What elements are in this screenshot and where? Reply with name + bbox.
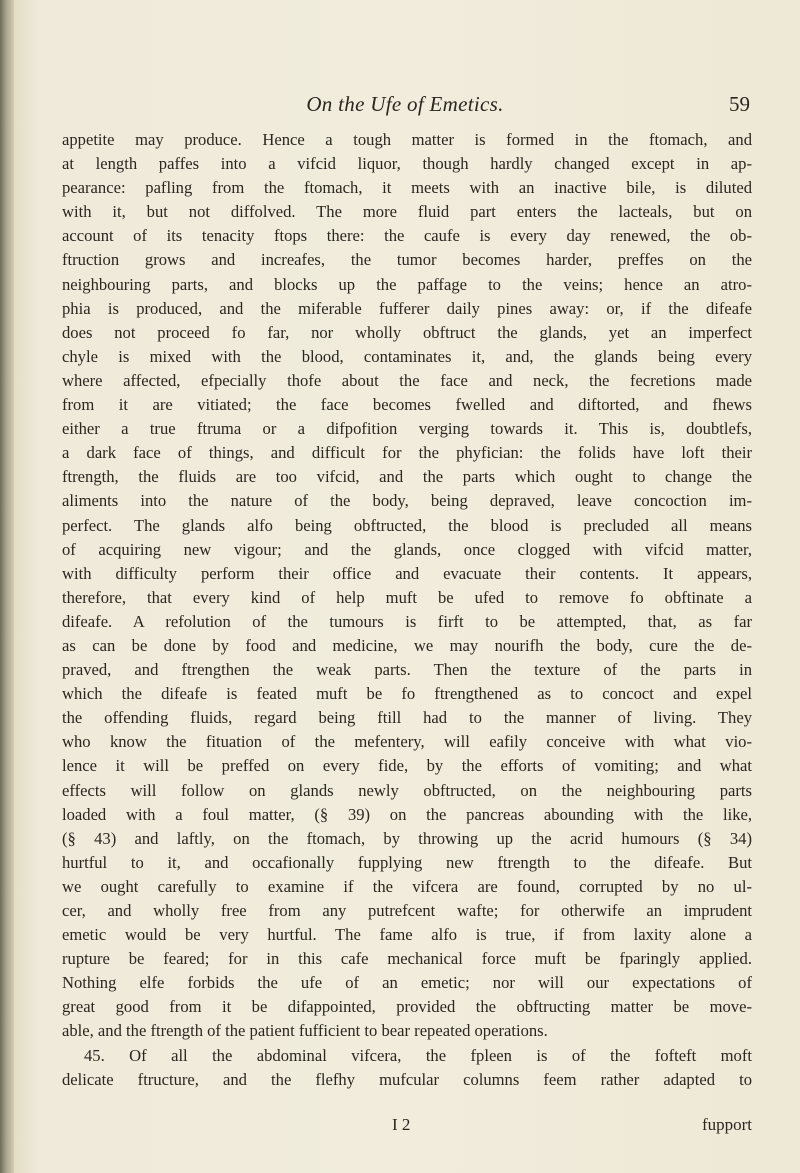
text-line: ftruction grows and increafes, the tumor becomes harder, preffes on the — [62, 250, 752, 270]
catchword: fupport — [701, 1115, 752, 1134]
text-line: praved, and ftrengthen the weak parts. Then the texture of the parts in — [62, 660, 752, 680]
text-line: we ought carefully to examine if the vifcera are found, corrupted by no ul- — [62, 876, 752, 896]
text-line: lence it will be preffed on every fide, by the efforts of vomiting; and what — [62, 756, 752, 776]
page-number: 59 — [729, 92, 750, 116]
text-line: able, and the ftrength of the patient fufficient to bear repeated operations. — [62, 1021, 548, 1041]
text-line: of acquiring new vigour; and the glands, once clogged with vifcid matter, — [62, 539, 752, 559]
text-line: appetite may produce. Hence a tough matter is formed in the ftomach, and — [62, 130, 752, 149]
text-line: hurtful to it, and occafionally fupplying new ftrength to the difeafe. But — [62, 852, 752, 872]
text-line: therefore, that every kind of help muft be ufed to remove fo obftinate a — [62, 587, 752, 607]
text-line: with it, but not diffolved. The more fluid part enters the lacteals, but on — [62, 202, 752, 222]
signature-mark: I 2 — [392, 1115, 411, 1134]
text-line: does not proceed fo far, nor wholly obftruct the glands, yet an imperfect — [62, 322, 752, 342]
section-45-start: 45. Of all the abdominal vifcera, the fpleen is of the fofteft moft — [84, 1045, 752, 1065]
text-line: as can be done by food and medicine, we may nourifh the body, cure the de- — [62, 635, 752, 655]
text-line: with difficulty perform their office and evacuate their contents. It appears, — [62, 563, 752, 583]
text-line: who know the fituation of the mefentery, will eafily conceive with what vio- — [62, 732, 752, 752]
text-line: phia is produced, and the miferable fufferer daily pines away: or, if the difeafe — [62, 298, 752, 318]
text-line: (§ 43) and laftly, on the ftomach, by throwing up the acrid humours (§ 34) — [62, 828, 752, 848]
text-line: cer, and wholly free from any putrefcent wafte; for otherwife an imprudent — [62, 901, 752, 920]
text-line: account of its tenacity ftops there: the caufe is every day renewed, the ob- — [62, 226, 752, 246]
text-line: neighbouring parts, and blocks up the paffage to the veins; hence an atro- — [62, 274, 752, 294]
text-line: loaded with a foul matter, (§ 39) on the pancreas abounding with the like, — [62, 804, 752, 824]
text-line: rupture be feared; for in this cafe mechanical force muft be fparingly applied. — [62, 949, 752, 969]
text-line: which the difeafe is feated muft be fo ftrengthened as to concoct and expel — [62, 684, 752, 704]
text-line: Nothing elfe forbids the ufe of an emetic; nor will our expectations of — [62, 973, 752, 993]
text-line: ftrength, the fluids are too vifcid, and the parts which ought to change the — [62, 467, 752, 487]
page-header — [60, 92, 750, 122]
text-line: the offending fluids, regard being ftill had to the manner of living. They — [62, 708, 752, 728]
text-line: aliments into the nature of the body, being depraved, leave concoction im- — [62, 491, 752, 511]
text-line: great good from it be difappointed, provided the obftructing matter be move- — [62, 997, 752, 1017]
page-footer — [62, 1115, 752, 1141]
text-line: delicate ftructure, and the flefhy mufcular columns feem rather adapted to — [62, 1069, 752, 1089]
text-line: perfect. The glands alfo being obftructed, the blood is precluded all means — [62, 515, 752, 535]
text-line: effects will follow on glands newly obftructed, on the neighbouring parts — [62, 780, 752, 800]
text-line: emetic would be very hurtful. The fame alfo is true, if from laxity alone a — [62, 925, 752, 945]
page-gutter-shadow — [0, 0, 14, 1173]
text-line: at length paffes into a vifcid liquor, though hardly changed except in ap- — [62, 154, 752, 174]
running-title: On the Ufe of Emetics. — [306, 92, 504, 116]
text-line: either a true ftruma or a difpofition verging towards it. This is, doubtlefs, — [62, 419, 752, 439]
text-line: difeafe. A refolution of the tumours is firft to be attempted, that, as far — [62, 611, 752, 631]
text-line: where affected, efpecially thofe about the face and neck, the fecretions made — [62, 370, 752, 390]
text-line: chyle is mixed with the blood, contaminates it, and, the glands being every — [62, 346, 752, 366]
text-line: pearance: pafling from the ftomach, it meets with an inactive bile, is diluted — [62, 178, 752, 198]
text-line: a dark face of things, and difficult for the phyfician: the folids have loft their — [62, 443, 752, 463]
body-text — [62, 128, 752, 1092]
text-line: from it are vitiated; the face becomes fwelled and diftorted, and fhews — [62, 395, 752, 415]
